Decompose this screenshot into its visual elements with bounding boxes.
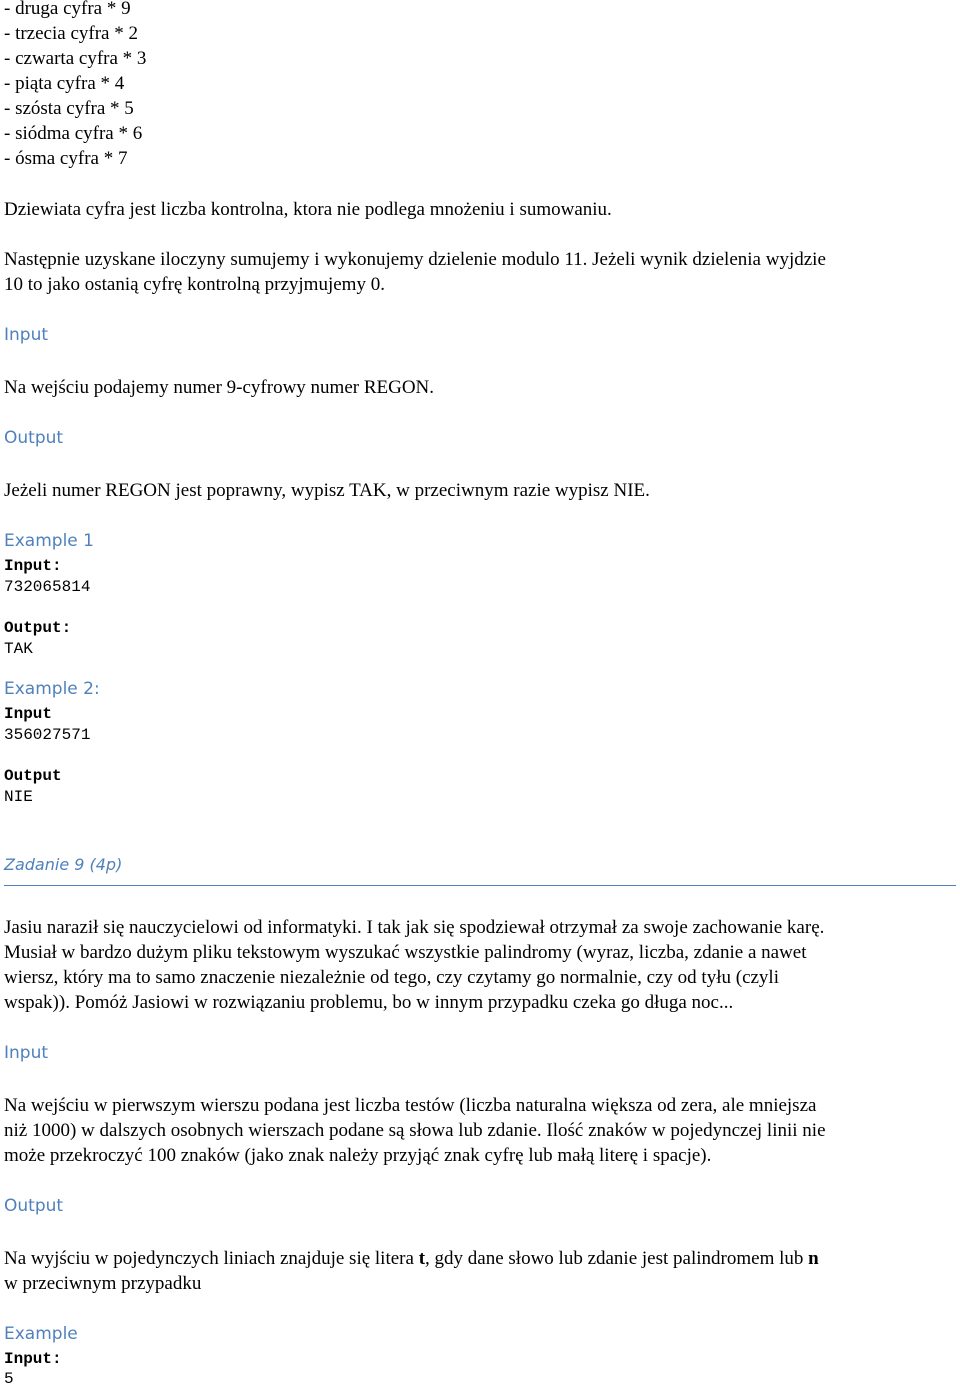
- input-description-line: Na wejściu w pierwszym wierszu podana jest liczba testów (liczba naturalna większa od zera, ale mniejsza: [4, 1095, 817, 1116]
- input-description-line: może przekroczyć 100 znaków (jako znak należy przyjąć znak cyfrę lub małą literę i spacje).: [4, 1145, 712, 1166]
- list-item: - trzecia cyfra * 2: [4, 23, 138, 44]
- example-1-heading: Example 1: [4, 531, 94, 551]
- list-item: - czwarta cyfra * 3: [4, 48, 147, 69]
- output-description: Jeżeli numer REGON jest poprawny, wypisz TAK, w przeciwnym razie wypisz NIE.: [4, 480, 650, 501]
- example-2-output-label: Output: [4, 767, 62, 785]
- example-2-input-value: 356027571: [4, 726, 91, 744]
- letter-t: t: [418, 1248, 426, 1269]
- list-item: - ósma cyfra * 7: [4, 148, 128, 169]
- check-digit-note: Dziewiata cyfra jest liczba kontrolna, ktora nie podlega mnożeniu i sumowaniu.: [4, 199, 612, 220]
- story-line: wspak)). Pomóż Jasiowi w rozwiązaniu problemu, bo w innym przypadku czeka go długa noc...: [4, 992, 734, 1013]
- example-2-heading: Example 2:: [4, 679, 100, 699]
- list-item: - szósta cyfra * 5: [4, 98, 134, 119]
- list-item: - druga cyfra * 9: [4, 0, 131, 19]
- task-9-title: Zadanie 9 (4p): [4, 855, 123, 874]
- modulo-paragraph-line: 10 to jako ostanią cyfrę kontrolną przyjmujemy 0.: [4, 274, 385, 295]
- output-heading: Output: [4, 428, 64, 448]
- output-description-line: [4, 1247, 819, 1271]
- input-description-line: niż 1000) w dalszych osobnych wierszach podane są słowa lub zdanie. Ilość znaków w pojedynczej linii nie: [4, 1120, 826, 1141]
- modulo-paragraph-line: Następnie uzyskane iloczyny sumujemy i wykonujemy dzielenie modulo 11. Jeżeli wynik dzielenia wyjdzie: [4, 249, 826, 270]
- example-2-input-label: Input: [4, 705, 53, 723]
- letter-n: n: [808, 1248, 819, 1269]
- output-text: , gdy dane słowo lub zdanie jest palindromem lub: [425, 1248, 809, 1269]
- story-line: Musiał w bardzo dużym pliku tekstowym wyszukać wszystkie palindromy (wyraz, liczba, zdanie a nawet: [4, 942, 807, 963]
- story-line: Jasiu naraził się nauczycielowi od informatyki. I tak jak się spodziewał otrzymał za swoje zachowanie karę.: [4, 917, 825, 938]
- list-item: - siódma cyfra * 6: [4, 123, 143, 144]
- section-divider: [4, 885, 956, 886]
- input-description: Na wejściu podajemy numer 9-cyfrowy numer REGON.: [4, 377, 435, 398]
- example-1-output-value: TAK: [4, 640, 33, 658]
- output-description-line: w przeciwnym przypadku: [4, 1273, 202, 1294]
- output-heading: Output: [4, 1196, 64, 1216]
- list-item: - piąta cyfra * 4: [4, 73, 125, 94]
- input-heading: Input: [4, 1043, 49, 1063]
- story-line: wiersz, który ma to samo znaczenie niezależnie od tego, czy czytamy go normalnie, czy od tyłu (czyli: [4, 967, 779, 988]
- example-input-label: Input:: [4, 1350, 62, 1368]
- output-text: Na wyjściu w pojedynczych liniach znajduje się litera: [4, 1248, 419, 1269]
- example-2-output-value: NIE: [4, 788, 33, 806]
- example-heading: Example: [4, 1324, 78, 1344]
- example-1-input-label: Input:: [4, 557, 62, 575]
- example-1-output-label: Output:: [4, 619, 72, 637]
- example-input-value: 5: [4, 1370, 14, 1388]
- example-1-input-value: 732065814: [4, 578, 91, 596]
- input-heading: Input: [4, 325, 49, 345]
